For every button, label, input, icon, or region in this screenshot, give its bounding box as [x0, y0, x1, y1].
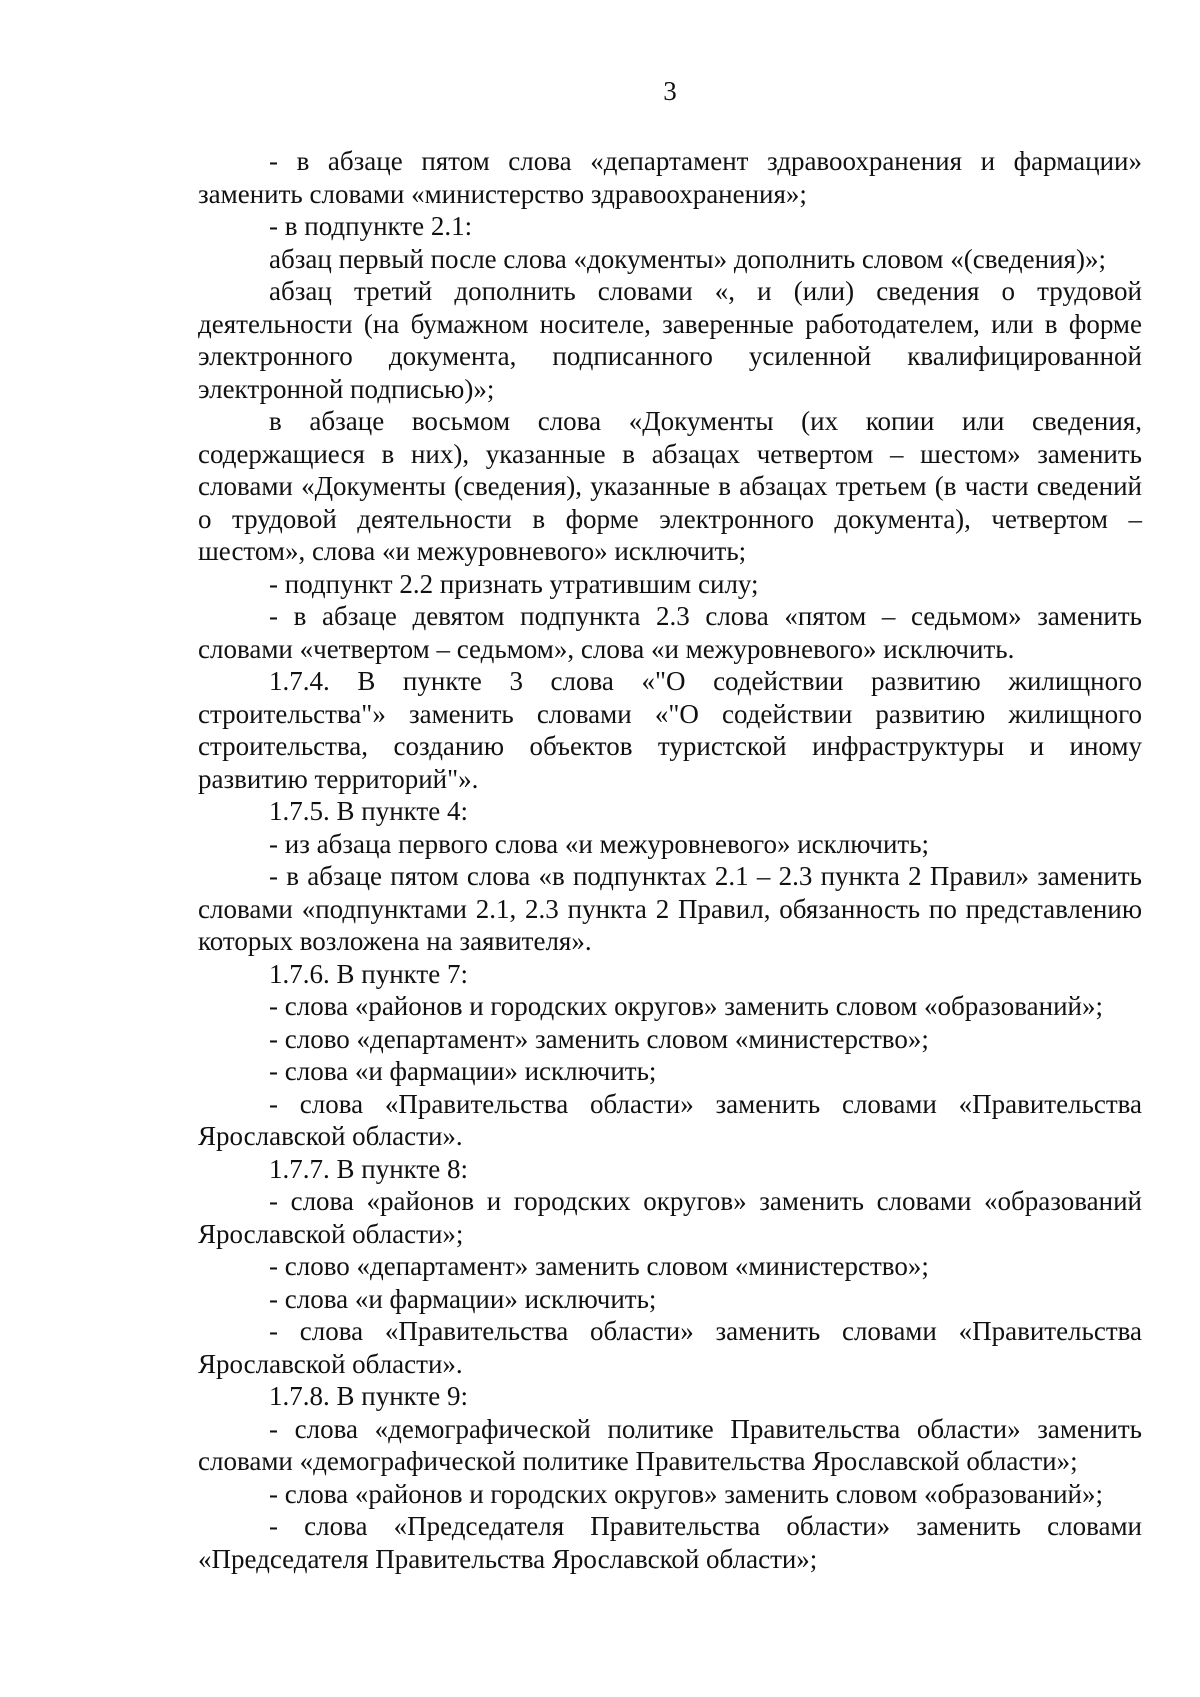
paragraph: - слова «районов и городских округов» заменить словом «образований»;: [269, 991, 1104, 1021]
paragraph: - слова «демографической политике Правительства области» заменить словами «демографической политике Правительства Ярославской области»;: [198, 1413, 1142, 1476]
paragraph: 1.7.6. В пункте 7:: [269, 958, 468, 989]
paragraph: - слово «департамент» заменить словом «министерство»;: [269, 1023, 929, 1054]
paragraph: - слова «Председателя Правительства области» заменить словами «Председателя Правительства Ярославской области»;: [198, 1511, 1142, 1574]
paragraph: абзац третий дополнить словами «, и (или) сведения о трудовой деятельности (на бумажном носителе, заверенные работодателем, или в форме электронного документа, подписанного усиленной квалифицированной электронной подписью)»;: [198, 276, 1142, 404]
paragraph: - в подпункте 2.1:: [269, 211, 473, 241]
page-number: 3: [663, 76, 677, 106]
paragraph: - в абзаце девятом подпункта 2.3 слова «пятом – седьмом» заменить словами «четвертом – седьмом», слова «и межуровневого» исключить.: [198, 601, 1142, 664]
paragraph: 1.7.7. В пункте 8:: [269, 1153, 468, 1184]
paragraph: - в абзаце пятом слова «в подпунктах 2.1 – 2.3 пункта 2 Правил» заменить словами «подпунктами 2.1, 2.3 пункта 2 Правил, обязанность по представлению которых возложена на заявителя».: [198, 861, 1142, 956]
paragraph: - слова «Правительства области» заменить словами «Правительства Ярославской области».: [198, 1316, 1142, 1379]
paragraph: - слово «департамент» заменить словом «министерство»;: [269, 1251, 929, 1281]
paragraph: - слова «районов и городских округов» заменить словами «образований Ярославской области»;: [198, 1186, 1142, 1249]
paragraph: 1.7.5. В пункте 4:: [269, 796, 468, 826]
paragraph: в абзаце восьмом слова «Документы (их копии или сведения, содержащиеся в них), указанные в абзацах четвертом – шестом» заменить словами «Документы (сведения), указанные в абзацах третьем (в части сведений о трудовой деятельности в форме электронного документа), четвертом – шестом», слова «и межуровневого» исключить;: [198, 406, 1142, 566]
paragraph: абзац первый после слова «документы» дополнить словом «(сведения)»;: [269, 243, 1106, 274]
paragraph: - слова «и фармации» исключить;: [269, 1283, 657, 1314]
paragraph: - из абзаца первого слова «и межуровневого» исключить;: [269, 828, 930, 859]
paragraph: - подпункт 2.2 признать утратившим силу;: [269, 568, 759, 599]
paragraph: 1.7.4. В пункте 3 слова «"О содействии развитию жилищного строительства"» заменить словами «"О содействии развитию жилищного строительства, созданию объектов туристской инфраструктуры и иному развитию территорий"».: [198, 666, 1142, 794]
paragraph: 1.7.8. В пункте 9:: [269, 1381, 468, 1411]
paragraph: - слова «и фармации» исключить;: [269, 1056, 657, 1086]
paragraph: - слова «районов и городских округов» заменить словом «образований»;: [269, 1478, 1104, 1509]
document-body: [198, 145, 1142, 1575]
paragraph: - слова «Правительства области» заменить словами «Правительства Ярославской области».: [198, 1088, 1142, 1151]
paragraph: - в абзаце пятом слова «департамент здравоохранения и фармации» заменить словами «министерство здравоохранения»;: [198, 146, 1142, 209]
